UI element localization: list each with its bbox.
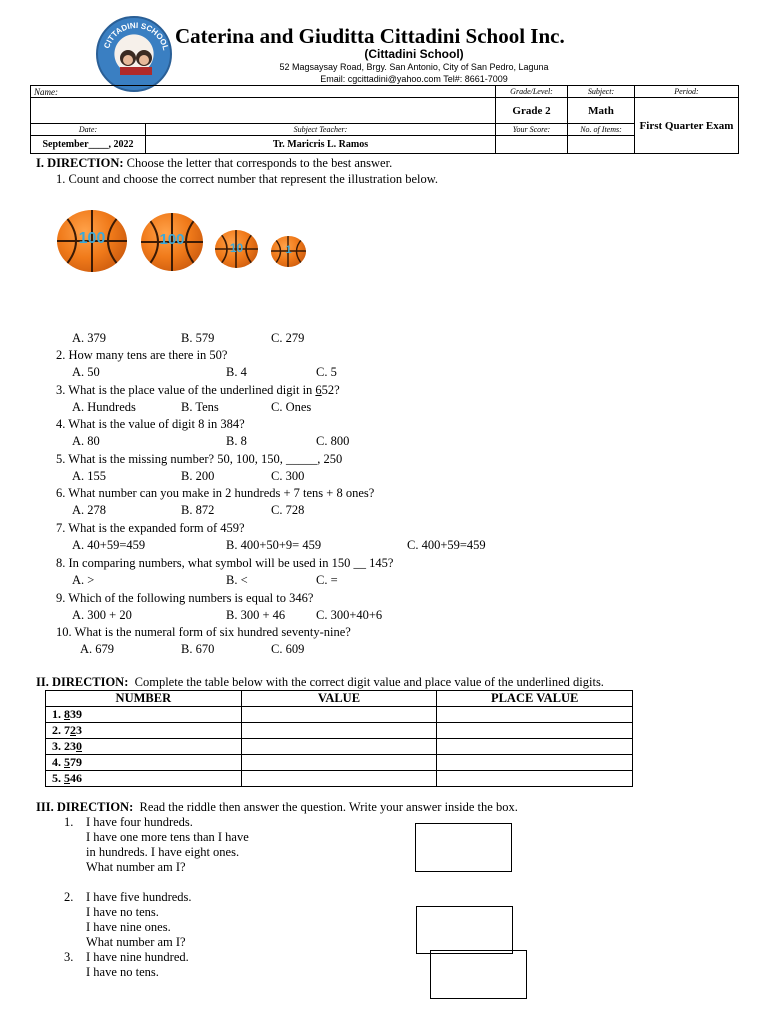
q5-choice-a: A. 155 [72,469,107,483]
items-label: No. of Items: [568,124,635,136]
question-9: 9. Which of the following numbers is equal to 346? [56,591,314,605]
riddle-2-answer-box[interactable] [416,906,513,954]
riddle-1-number: 1. [64,815,74,829]
riddle-3-line: I have no tens. [86,965,159,979]
q9-choice-c: C. 300+40+6 [316,608,383,622]
basketball-100-a [57,210,127,272]
q5-choice-c: C. 300 [271,469,305,483]
score-field[interactable] [496,136,568,154]
q1-choice-a: A. 379 [72,331,107,345]
question-6: 6. What number can you make in 2 hundreds + 7 tens + 8 ones? [56,486,375,500]
row-number: 5. 546 [46,771,242,787]
row-number: 3. 230 [46,739,242,755]
name-field[interactable] [31,98,496,124]
question-8: 8. In comparing numbers, what symbol will be used in 150 __ 145? [56,556,394,570]
q4-choice-b: B. 8 [226,434,247,448]
col-value: VALUE [241,691,437,707]
question-2: 2. How many tens are there in 50? [56,348,228,362]
table-row [46,771,633,787]
teacher-label: Subject Teacher: [146,124,496,136]
school-subname: (Cittadini School) [364,47,464,61]
riddle-2-line: I have five hundreds. [86,890,192,904]
riddle-1-line: I have one more tens than I have [86,830,249,844]
question-4: 4. What is the value of digit 8 in 384? [56,417,245,431]
logo-text: CITTADINI SCHOOL [102,20,171,52]
basketball-10 [215,230,258,268]
table-row [46,755,633,771]
school-contact: Email: cgcittadini@yahoo.com Tel#: 8661-7009 [320,74,508,84]
q7-choice-a: A. 40+59=459 [72,538,146,552]
q7-choice-b: B. 400+50+9= 459 [226,538,322,552]
basketball-1 [271,236,306,267]
row-number: 1. 839 [46,707,242,723]
question-5: 5. What is the missing number? 50, 100, 150, _____, 250 [56,452,343,466]
riddle-3-line: I have nine hundred. [86,950,189,964]
riddle-2-line: What number am I? [86,935,186,949]
q6-choice-b: B. 872 [181,503,215,517]
col-place-value: PLACE VALUE [437,691,633,707]
grade-value: Grade 2 [496,98,568,124]
place-value-cell[interactable] [437,707,633,723]
riddle-1-answer-box[interactable] [415,823,512,872]
section3-direction: III. DIRECTION: Read the riddle then answer the question. Write your answer inside the box. [36,800,518,814]
grade-label: Grade/Level: [496,86,568,98]
place-value-cell[interactable] [437,723,633,739]
date-value: September____, 2022 [31,136,146,154]
ball-label: 1 [285,244,292,256]
q4-choice-c: C. 800 [316,434,350,448]
teacher-value: Tr. Maricris L. Ramos [146,136,496,154]
riddle-2-number: 2. [64,890,74,904]
q7-choice-c: C. 400+59=459 [407,538,486,552]
place-value-table [45,690,633,787]
q3-choice-b: B. Tens [181,400,219,414]
value-cell[interactable] [241,755,437,771]
q2-choice-b: B. 4 [226,365,247,379]
riddle-1-line: What number am I? [86,860,186,874]
riddle-3-number: 3. [64,950,74,964]
table-row [46,723,633,739]
items-field[interactable] [568,136,635,154]
section1-direction: I. DIRECTION: Choose the letter that corresponds to the best answer. [36,156,393,170]
value-cell[interactable] [241,723,437,739]
place-value-cell[interactable] [437,771,633,787]
q3-choice-c: C. Ones [271,400,312,414]
col-number: NUMBER [46,691,242,707]
subject-value: Math [568,98,635,124]
period-label: Period: [635,86,739,98]
value-cell[interactable] [241,739,437,755]
period-value: First Quarter Exam [635,98,739,154]
riddle-2-line: I have no tens. [86,905,159,919]
ball-label: 100 [78,230,106,247]
table-row [46,707,633,723]
student-info-table [30,85,739,154]
riddle-1-line: in hundreds. I have eight ones. [86,845,240,859]
q8-choice-b: B. < [226,573,248,587]
q8-choice-c: C. = [316,573,338,587]
ball-label: 100 [159,231,185,248]
ball-label: 10 [229,241,244,255]
school-address: 52 Magsaysay Road, Brgy. San Antonio, City of San Pedro, Laguna [279,62,549,72]
question-1: 1. Count and choose the correct number that represent the illustration below. [56,172,439,186]
table-row [46,739,633,755]
question-3: 3. What is the place value of the underlined digit in 652? [56,383,340,397]
q8-choice-a: A. > [72,573,95,587]
q2-choice-a: A. 50 [72,365,100,379]
q2-choice-c: C. 5 [316,365,337,379]
row-number: 2. 723 [46,723,242,739]
q6-choice-a: A. 278 [72,503,107,517]
q10-choice-c: C. 609 [271,642,305,656]
q3-choice-a: A. Hundreds [72,400,136,414]
q1-choice-c: C. 279 [271,331,305,345]
q9-choice-a: A. 300 + 20 [72,608,132,622]
riddle-2-line: I have nine ones. [86,920,171,934]
q10-choice-a: A. 679 [80,642,115,656]
q1-choice-b: B. 579 [181,331,215,345]
q10-choice-b: B. 670 [181,642,215,656]
question-10: 10. What is the numeral form of six hundred seventy-nine? [56,625,351,639]
q9-choice-b: B. 300 + 46 [226,608,286,622]
name-label: Name: [31,86,496,98]
basketball-100-b [141,213,203,271]
q6-choice-c: C. 728 [271,503,305,517]
riddle-3-answer-box[interactable] [430,950,527,999]
subject-label: Subject: [568,86,635,98]
score-label: Your Score: [496,124,568,136]
place-value-cell[interactable] [437,755,633,771]
date-label: Date: [31,124,146,136]
question-7: 7. What is the expanded form of 459? [56,521,245,535]
row-number: 4. 579 [46,755,242,771]
section2-direction: II. DIRECTION: Complete the table below with the correct digit value and place value of the underlined digits. [36,675,604,689]
value-cell[interactable] [241,771,437,787]
riddle-1-line: I have four hundreds. [86,815,193,829]
q5-choice-b: B. 200 [181,469,215,483]
value-cell[interactable] [241,707,437,723]
place-value-cell[interactable] [437,739,633,755]
school-name: Caterina and Giuditta Cittadini School Inc. [175,24,565,48]
q4-choice-a: A. 80 [72,434,100,448]
